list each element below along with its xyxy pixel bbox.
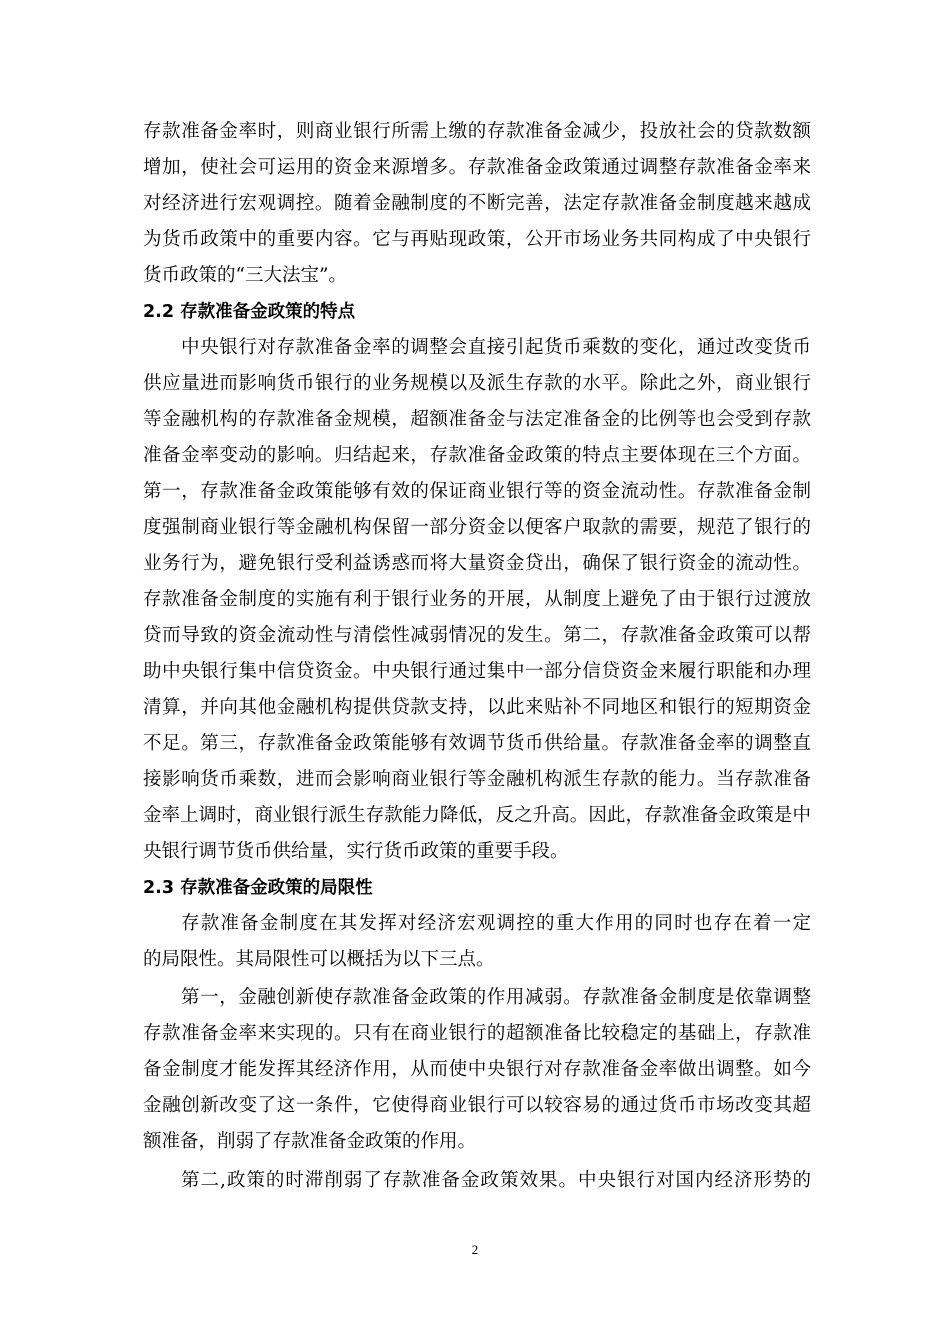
text-line: 供应量进而影响货币银行的业务规模以及派生存款的水平。除此之外，商业银行 [143, 373, 811, 394]
page-number: 2 [471, 1242, 479, 1257]
text-line: 第一，存款准备金政策能够有效的保证商业银行等的资金流动性。存款准备金制 [143, 481, 811, 502]
text-line: 不足。第三，存款准备金政策能够有效调节货币供给量。存款准备金率的调整直 [143, 733, 811, 754]
text-line: 备金制度才能发挥其经济作用，从而使中央银行对存款准备金率做出调整。如今 [143, 1059, 811, 1080]
text-line: 为货币政策中的重要内容。它与再贴现政策，公开市场业务共同构成了中央银行 [143, 229, 811, 250]
text-line: 存款准备金制度的实施有利于银行业务的开展，从制度上避免了由于银行过渡放 [143, 589, 811, 610]
text-line: 接影响货币乘数，进而会影响商业银行等金融机构派生存款的能力。当存款准备 [143, 769, 811, 790]
text-line: 助中央银行集中信贷资金。中央银行通过集中一部分信贷资金来履行职能和办理 [143, 661, 811, 682]
text-line: 对经济进行宏观调控。随着金融制度的不断完善，法定存款准备金制度越来越成 [143, 193, 811, 214]
section-heading: 2.3 存款准备金政策的局限性 [143, 878, 373, 898]
text-line: 货币政策的“三大法宝”。 [143, 265, 347, 286]
text-line: 贷而导致的资金流动性与清偿性减弱情况的发生。第二，存款准备金政策可以帮 [143, 625, 811, 646]
text-line: 额准备，削弱了存款准备金政策的作用。 [143, 1131, 477, 1152]
text-line: 第一，金融创新使存款准备金政策的作用减弱。存款准备金制度是依靠调整 [181, 987, 811, 1008]
text-line: 存款准备金率来实现的。只有在商业银行的超额准备比较稳定的基础上，存款准 [143, 1023, 811, 1044]
text-line: 存款准备金率时，则商业银行所需上缴的存款准备金减少，投放社会的贷款数额 [143, 121, 811, 142]
text-line: 金率上调时，商业银行派生存款能力降低，反之升高。因此，存款准备金政策是中 [143, 805, 811, 826]
text-line: 存款准备金制度在其发挥对经济宏观调控的重大作用的同时也存在着一定 [181, 913, 811, 934]
section-heading: 2.2 存款准备金政策的特点 [143, 302, 356, 322]
text-line: 增加，使社会可运用的资金来源增多。存款准备金政策通过调整存款准备金率来 [143, 157, 811, 178]
text-line: 等金融机构的存款准备金规模，超额准备金与法定准备金的比例等也会受到存款 [143, 409, 811, 430]
text-line: 央银行调节货币供给量，实行货币政策的重要手段。 [143, 841, 569, 862]
text-line: 业务行为，避免银行受利益诱惑而将大量资金贷出，确保了银行资金的流动性。 [143, 553, 811, 574]
text-line: 金融创新改变了这一条件，它使得商业银行可以较容易的通过货币市场改变其超 [143, 1095, 811, 1116]
text-line: 准备金率变动的影响。归结起来，存款准备金政策的特点主要体现在三个方面。 [143, 445, 811, 466]
text-line: 的局限性。其局限性可以概括为以下三点。 [143, 949, 495, 970]
text-line: 清算，并向其他金融机构提供贷款支持，以此来贴补不同地区和银行的短期资金 [143, 697, 811, 718]
text-line: 度强制商业银行等金融机构保留一部分资金以便客户取款的需要，规范了银行的 [143, 517, 811, 538]
text-line: 第二,政策的时滞削弱了存款准备金政策效果。中央银行对国内经济形势的 [181, 1170, 811, 1191]
text-line: 中央银行对存款准备金率的调整会直接引起货币乘数的变化，通过改变货币 [181, 337, 811, 358]
